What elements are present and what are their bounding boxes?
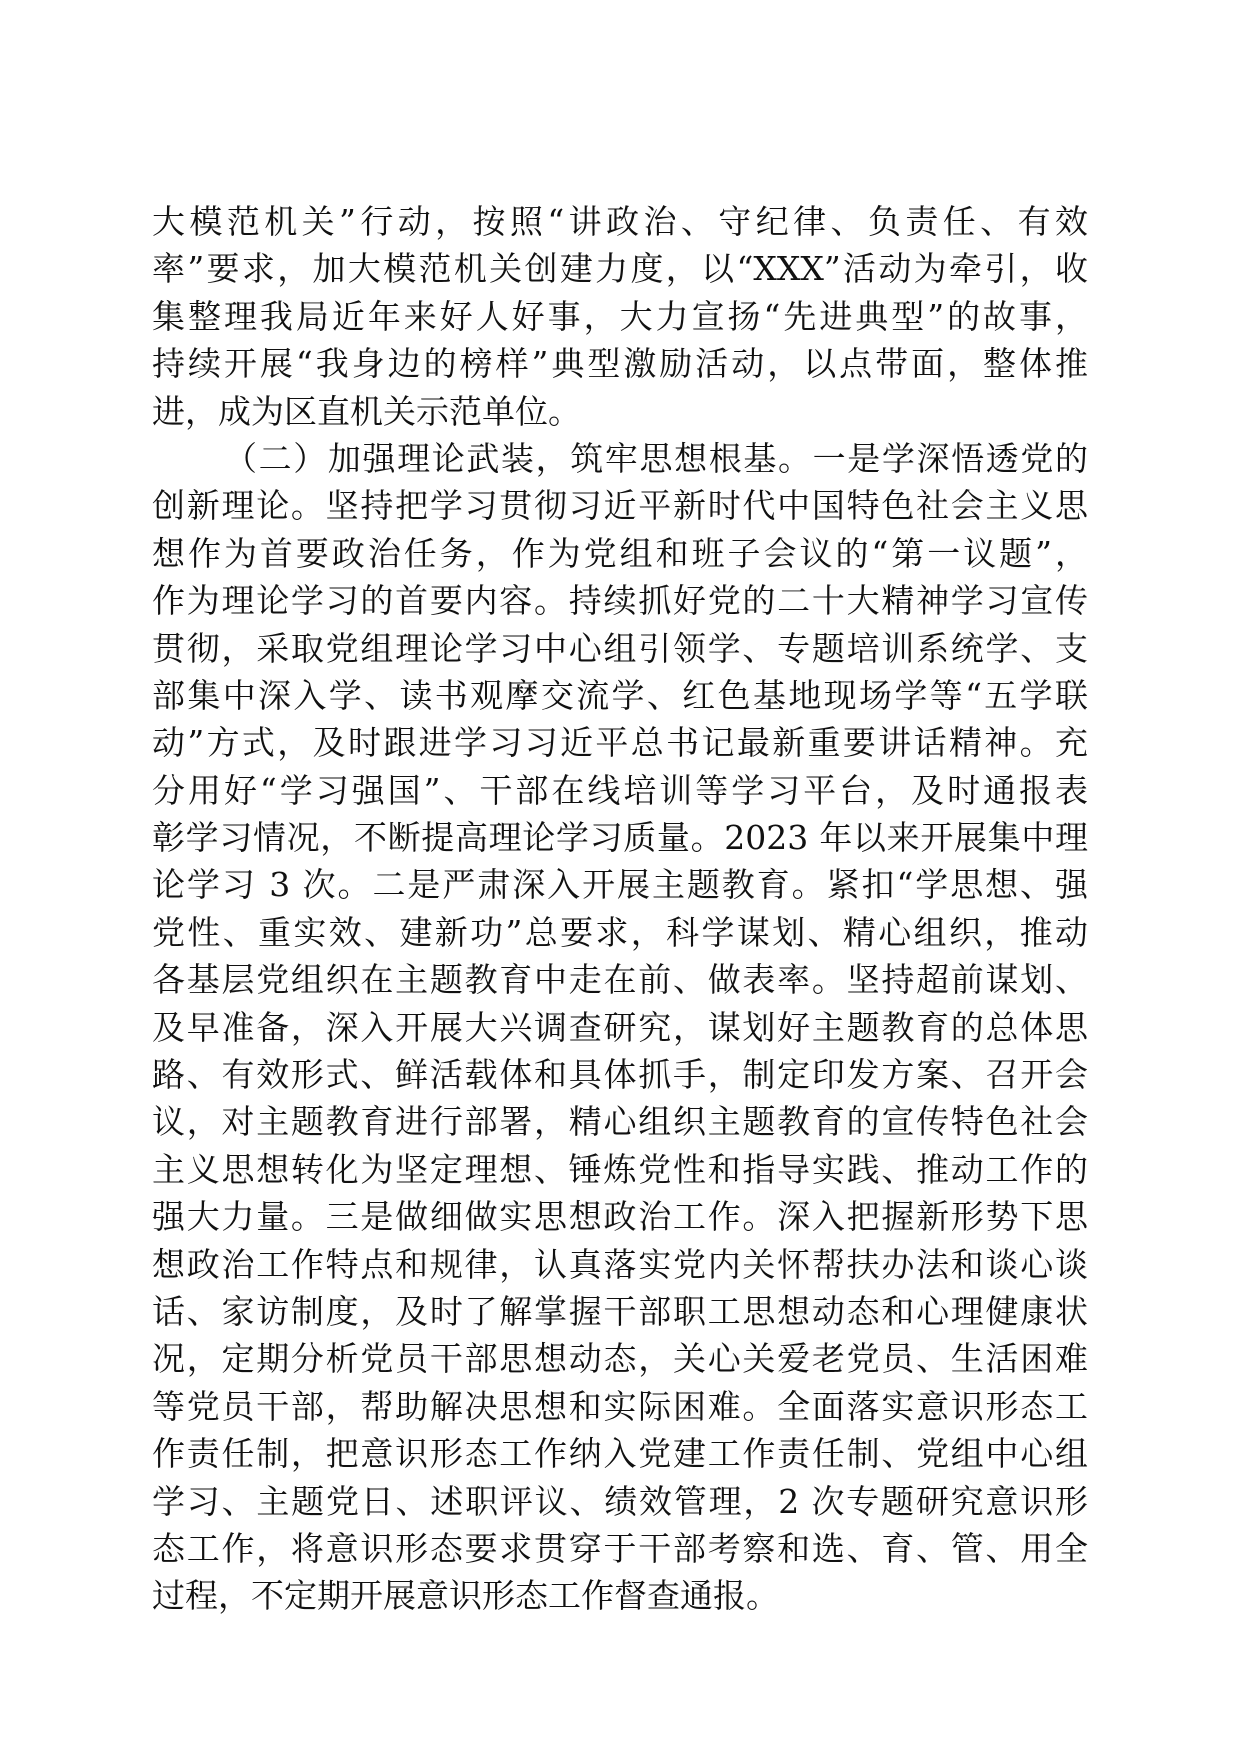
text-line: 及早准备，深入开展大兴调查研究，谋划好主题教育的总体思: [152, 1007, 1088, 1047]
text-line: 路、有效形式、鲜活载体和具体抓手，制定印发方案、召开会: [152, 1055, 1088, 1095]
text-line: 分用好“学习强国”、干部在线培训等学习平台，及时通报表: [152, 770, 1088, 810]
text-line: 况，定期分析党员干部思想动态，关心关爱老党员、生活困难: [152, 1339, 1088, 1379]
text-line: 创新理论。坚持把学习贯彻习近平新时代中国特色社会主义思: [152, 486, 1088, 526]
text-line: 动”方式，及时跟进学习习近平总书记最新重要讲话精神。充: [152, 723, 1088, 763]
text-line: 想作为首要政治任务，作为党组和班子会议的“第一议题”，: [152, 533, 1088, 573]
text-line: 进，成为区直机关示范单位。: [152, 391, 581, 431]
text-line: 率”要求，加大模范机关创建力度，以“XXX”活动为牵引，收: [152, 249, 1088, 289]
paragraph-theory-armament: [152, 435, 1088, 1620]
text-line: 作为理论学习的首要内容。持续抓好党的二十大精神学习宣传: [152, 581, 1088, 621]
text-line: 等党员干部，帮助解决思想和实际困难。全面落实意识形态工: [152, 1386, 1088, 1426]
text-line: 集整理我局近年来好人好事，大力宣扬“先进典型”的故事，: [152, 296, 1088, 336]
text-line: 部集中深入学、读书观摩交流学、红色基地现场学等“五学联: [152, 675, 1088, 715]
text-line: 党性、重实效、建新功”总要求，科学谋划、精心组织，推动: [152, 912, 1088, 952]
text-line: 彰学习情况，不断提高理论学习质量。2023 年以来开展集中理: [152, 818, 1088, 858]
document-body: [152, 198, 1088, 1620]
text-line: 态工作，将意识形态要求贯穿于干部考察和选、育、管、用全: [152, 1528, 1088, 1568]
paragraph-continued-model-agency: [152, 198, 1088, 435]
text-line: 过程，不定期开展意识形态工作督查通报。: [152, 1576, 779, 1616]
text-line: 想政治工作特点和规律，认真落实党内关怀帮扶办法和谈心谈: [152, 1244, 1088, 1284]
text-line: 大模范机关”行动，按照“讲政治、守纪律、负责任、有效: [152, 202, 1088, 241]
text-line: 议，对主题教育进行部署，精心组织主题教育的宣传特色社会: [152, 1102, 1088, 1142]
text-line: 强大力量。三是做细做实思想政治工作。深入把握新形势下思: [152, 1197, 1088, 1237]
text-line: 主义思想转化为坚定理想、锤炼党性和指导实践、推动工作的: [152, 1149, 1088, 1189]
section-heading-line: （二）加强理论武装，筑牢思想根基。一是学深悟透党的: [224, 438, 1088, 478]
text-line: 持续开展“我身边的榜样”典型激励活动，以点带面，整体推: [152, 344, 1088, 384]
text-line: 论学习 3 次。二是严肃深入开展主题教育。紧扣“学思想、强: [152, 865, 1088, 905]
text-line: 学习、主题党日、述职评议、绩效管理，2 次专题研究意识形: [152, 1481, 1088, 1521]
text-line: 话、家访制度，及时了解掌握干部职工思想动态和心理健康状: [152, 1291, 1088, 1331]
text-line: 贯彻，采取党组理论学习中心组引领学、专题培训系统学、支: [152, 628, 1088, 668]
text-line: 作责任制，把意识形态工作纳入党建工作责任制、党组中心组: [152, 1434, 1088, 1474]
text-line: 各基层党组织在主题教育中走在前、做表率。坚持超前谋划、: [152, 960, 1088, 1000]
